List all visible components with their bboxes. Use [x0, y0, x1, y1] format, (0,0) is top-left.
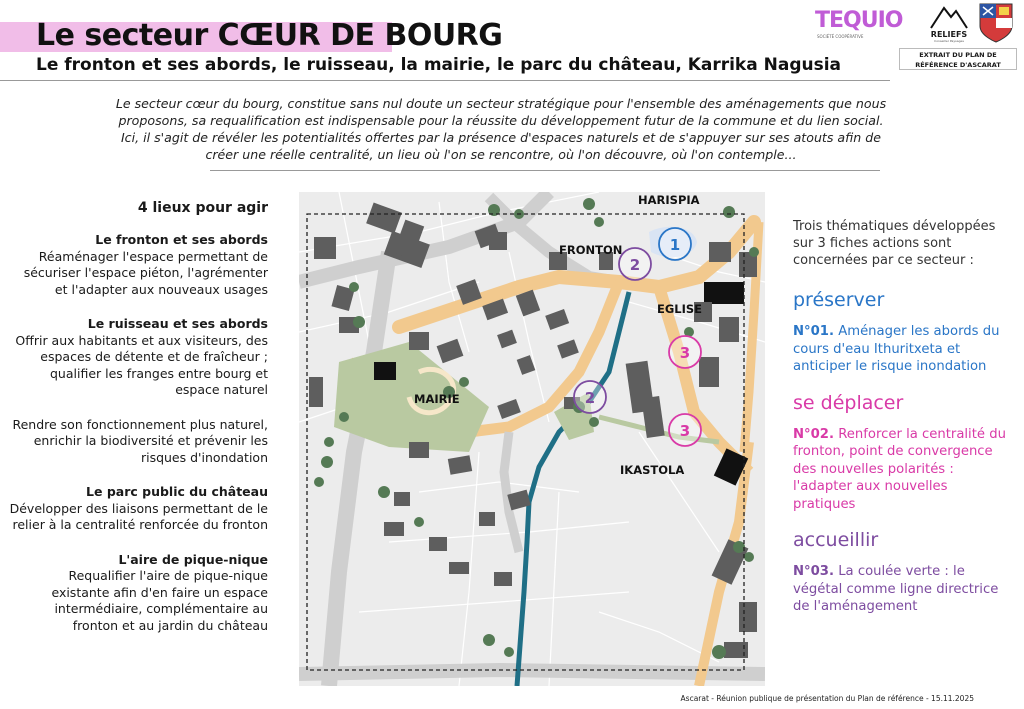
theme-number: N°03.: [793, 564, 834, 579]
lieu-title: Le parc public du château: [86, 484, 268, 499]
lieu-item: [8, 316, 268, 399]
lieu-title: Le fronton et ses abords: [95, 232, 268, 247]
extract-label: [899, 48, 1017, 70]
theme-description: Aménager les abords du cours d'eau Ithuritxeta et anticiper le risque inondation: [793, 324, 1000, 374]
intro-line: proposons, sa requalification est indispensable pour la réussite du développement futur de la commune et du lien social.: [118, 113, 884, 128]
subtitle-divider: [0, 80, 890, 81]
lieu-item: [8, 232, 268, 298]
label-eglise: EGLISE: [657, 302, 703, 316]
page-subtitle: Le fronton et ses abords, le ruisseau, la mairie, le parc du château, Karrika Nagusia: [36, 55, 842, 75]
marker-2: 2: [584, 389, 596, 407]
intro-paragraph: [110, 95, 892, 163]
lieu-text: Requalifier l'aire de pique-nique existante afin d'en faire un espace intermédiaire, complémentaire au fronton et au jardin du château: [51, 568, 268, 633]
lieu-text: Développer des liaisons permettant de le relier à la centralité renforcée du fronton: [9, 500, 268, 532]
theme-description: Renforcer la centralité du fronton, point de convergence des nouvelles polarités : l'adapter aux nouvelles pratiques: [793, 426, 1006, 512]
theme-heading-preserver: préserver: [793, 289, 885, 311]
theme-text-accueillir: [793, 563, 1013, 616]
label-fronton: FRONTON: [559, 243, 623, 257]
footer-credit: Ascarat - Réunion publique de présentation du Plan de référence - 15.11.2025: [680, 694, 974, 703]
lieu-item: [8, 552, 268, 635]
lieu-note: Rendre son fonctionnement plus naturel, enrichir la biodiversité et prévenir les risques d'inondation: [12, 416, 268, 465]
lieu-text: Réaménager l'espace permettant de sécuriser l'espace piéton, l'agrémenter et l'adapter aux nouveaux usages: [23, 248, 268, 297]
label-harispia: HARISPIA: [638, 193, 700, 207]
themes-intro: Trois thématiques développées sur 3 fiches actions sont concernées par ce secteur :: [793, 219, 996, 268]
lieux-title: 4 lieux pour agir: [137, 200, 268, 216]
marker-3: 3: [679, 344, 691, 362]
reliefs-logo-name: RELIEFS: [930, 30, 968, 39]
extract-label-line2: RÉFÉRENCE D'ASCARAT: [915, 61, 1001, 69]
logos-block: [815, 2, 1020, 72]
tequio-logo: TEQUIO: [815, 8, 903, 33]
marker-2: 2: [629, 256, 641, 274]
theme-text-se-deplacer: [793, 426, 1013, 514]
marker-1: 1: [669, 236, 681, 254]
intro-line: Ici, il s'agit de révéler les potentialités offertes par la présence d'espaces naturels et de s'appuyer sur ses atouts afin de: [120, 130, 882, 145]
lieu-text: Offrir aux habitants et aux visiteurs, des espaces de détente et de fraîcheur ; qualifier les franges entre bourg et espace naturel: [15, 332, 268, 397]
reliefs-logo: [927, 2, 971, 46]
lieux-column: [8, 200, 268, 652]
theme-heading-se-deplacer: se déplacer: [793, 391, 904, 414]
lieu-title: Le ruisseau et ses abords: [87, 316, 268, 331]
theme-number: N°02.: [793, 426, 834, 442]
page-title: Le secteur CŒUR DE BOURG: [36, 18, 503, 53]
intro-divider: [210, 170, 880, 171]
label-ikastola: IKASTOLA: [620, 463, 685, 477]
intro-line: créer une réelle centralité, un lieu où l'on se rencontre, où l'on découvre, où l'on contemple...: [205, 147, 797, 162]
lieu-title: L'aire de pique-nique: [118, 551, 268, 567]
extract-label-line1: EXTRAIT DU PLAN DE: [919, 51, 997, 59]
label-mairie: MAIRIE: [414, 392, 460, 406]
theme-heading-accueillir: accueillir: [793, 529, 879, 551]
theme-number: N°01.: [793, 324, 834, 339]
theme-text-preserver: [793, 323, 1013, 376]
lieu-item: [8, 484, 268, 534]
intro-line: Le secteur cœur du bourg, constitue sans nul doute un secteur stratégique pour l'ensemble des aménagements que nous: [115, 96, 887, 111]
tequio-logo-subtitle: SOCIÉTÉ COOPÉRATIVE: [817, 34, 864, 39]
theme-description: La coulée verte : le végétal comme ligne directrice de l'aménagement: [793, 564, 999, 614]
mountain-icon: [927, 2, 971, 30]
municipal-crest-icon: [977, 2, 1015, 44]
marker-3: 3: [679, 422, 691, 440]
themes-column: [793, 218, 1013, 632]
reliefs-logo-subtitle: Conseiller Paysages: [934, 39, 964, 43]
sector-map: [299, 192, 765, 686]
